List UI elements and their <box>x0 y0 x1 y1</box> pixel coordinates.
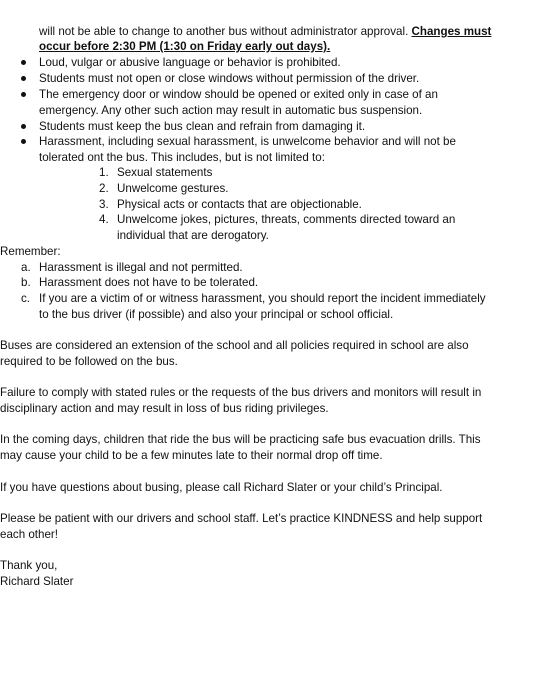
harassment-example-2: Unwelcome gestures. <box>117 182 229 195</box>
paragraph-questions: If you have questions about busing, please call Richard Slater or your child’s Principal. <box>0 481 443 494</box>
paragraph-extension: Buses are considered an extension of the school and all policies required in school are also <box>0 339 469 352</box>
bullet-icon <box>21 76 26 81</box>
rule-item-4: Students must keep the bus clean and refrain from damaging it. <box>39 120 366 133</box>
paragraph-kindness: Please be patient with our drivers and school staff. Let’s practice KINDNESS and help support <box>0 512 483 525</box>
rule-item-3: The emergency door or window should be opened or exited only in case of an <box>39 88 438 101</box>
rule-item-2: Students must not open or close windows without permission of the driver. <box>39 72 420 85</box>
remember-heading: Remember: <box>0 245 61 258</box>
intro-line-1 <box>39 25 491 39</box>
list-number: 4. <box>99 213 109 226</box>
list-letter: a. <box>21 261 31 274</box>
rule-item-5-cont: tolerated ont the bus. This includes, but is not limited to: <box>39 151 325 164</box>
remember-item-b: Harassment does not have to be tolerated. <box>39 276 259 289</box>
deadline-text-bold: Changes must <box>411 25 492 38</box>
paragraph-failure: Failure to comply with stated rules or the requests of the bus drivers and monitors will result in <box>0 386 482 399</box>
harassment-example-3: Physical acts or contacts that are objectionable. <box>117 198 362 211</box>
paragraph-failure-cont: disciplinary action and may result in loss of bus riding privileges. <box>0 402 329 415</box>
list-number: 2. <box>99 182 109 195</box>
list-number: 1. <box>99 166 109 179</box>
rule-item-3-cont: emergency. Any other such action may result in automatic bus suspension. <box>39 104 423 117</box>
bullet-icon <box>21 124 26 129</box>
list-letter: b. <box>21 276 31 289</box>
paragraph-drills-cont: may cause your child to be a few minutes late to their normal drop off time. <box>0 449 383 462</box>
list-number: 3. <box>99 198 109 211</box>
harassment-example-4-cont: individual that are derogatory. <box>117 229 269 242</box>
closing-salutation: Thank you, <box>0 559 58 572</box>
deadline-text-bold-cont: occur before 2:30 PM (1:30 on Friday early out days). <box>39 40 331 53</box>
bullet-icon <box>21 139 26 144</box>
list-letter: c. <box>21 292 31 305</box>
bullet-icon <box>21 92 26 97</box>
rule-item-5: Harassment, including sexual harassment, is unwelcome behavior and will not be <box>39 135 456 148</box>
remember-item-a: Harassment is illegal and not permitted. <box>39 261 243 274</box>
bullet-icon <box>21 60 26 65</box>
paragraph-drills: In the coming days, children that ride the bus will be practicing safe bus evacuation drills. This <box>0 433 481 446</box>
harassment-example-4: Unwelcome jokes, pictures, threats, comments directed toward an <box>117 213 456 226</box>
harassment-example-1: Sexual statements <box>117 166 213 179</box>
paragraph-extension-cont: required to be followed on the bus. <box>0 355 178 368</box>
rule-item-1: Loud, vulgar or abusive language or behavior is prohibited. <box>39 56 341 69</box>
signature-name: Richard Slater <box>0 575 74 588</box>
remember-item-c: If you are a victim of or witness harassment, you should report the incident immediately <box>39 292 486 305</box>
remember-item-c-cont: to the bus driver (if possible) and also your principal or school official. <box>39 308 394 321</box>
intro-text: will not be able to change to another bus without administrator approval. <box>39 25 412 38</box>
paragraph-kindness-cont: each other! <box>0 528 59 541</box>
